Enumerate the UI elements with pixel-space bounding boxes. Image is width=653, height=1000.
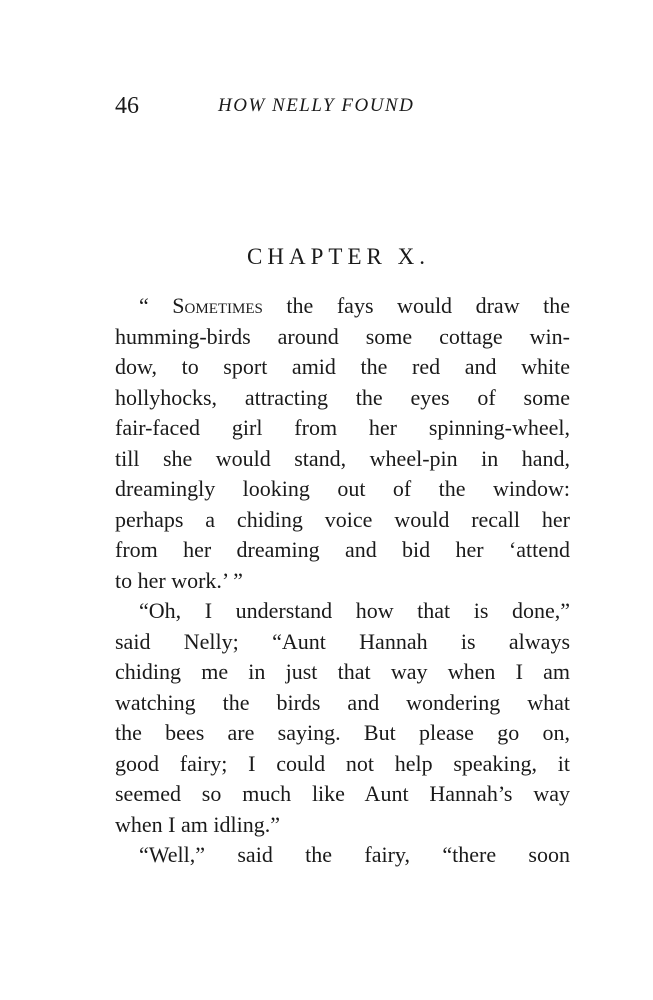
chapter-heading: CHAPTER X. bbox=[247, 244, 430, 269]
page-number: 46 bbox=[115, 93, 139, 119]
text-line: when I am idling.” bbox=[115, 811, 280, 837]
text-line: chiding me in just that way when I am bbox=[115, 659, 570, 684]
text-line: watching the birds and wondering what bbox=[115, 689, 570, 715]
text-line-rest: the fays would draw the bbox=[262, 293, 570, 318]
text-line: “Oh, I understand how that is done,” bbox=[139, 598, 570, 623]
text-line: to her work.’ ” bbox=[115, 567, 243, 593]
text-line bbox=[115, 291, 570, 322]
text-line: humming-birds around some cottage win- bbox=[115, 323, 570, 349]
body-text bbox=[115, 291, 570, 871]
text-line: said Nelly; “Aunt Hannah is always bbox=[115, 628, 570, 654]
text-line: dreamingly looking out of the window: bbox=[115, 476, 570, 501]
text-line: “Well,” said the fairy, “there soon bbox=[139, 842, 570, 867]
text-line: seemed so much like Aunt Hannah’s way bbox=[115, 781, 570, 806]
text-line: hollyhocks, attracting the eyes of some bbox=[115, 384, 570, 410]
text-line: perhaps a chiding voice would recall her bbox=[115, 506, 570, 532]
running-head bbox=[115, 88, 575, 124]
text-line: fair-faced girl from her spinning-wheel, bbox=[115, 415, 570, 440]
text-line: dow, to sport amid the red and white bbox=[115, 354, 570, 379]
opening-word: “ Sometimes bbox=[139, 293, 263, 318]
text-line: from her dreaming and bid her ‘attend bbox=[115, 537, 570, 562]
running-title: HOW NELLY FOUND bbox=[218, 95, 415, 116]
text-line: good fairy; I could not help speaking, it bbox=[115, 750, 570, 776]
text-line: the bees are saying. But please go on, bbox=[115, 720, 570, 745]
text-line: till she would stand, wheel-pin in hand, bbox=[115, 445, 570, 471]
